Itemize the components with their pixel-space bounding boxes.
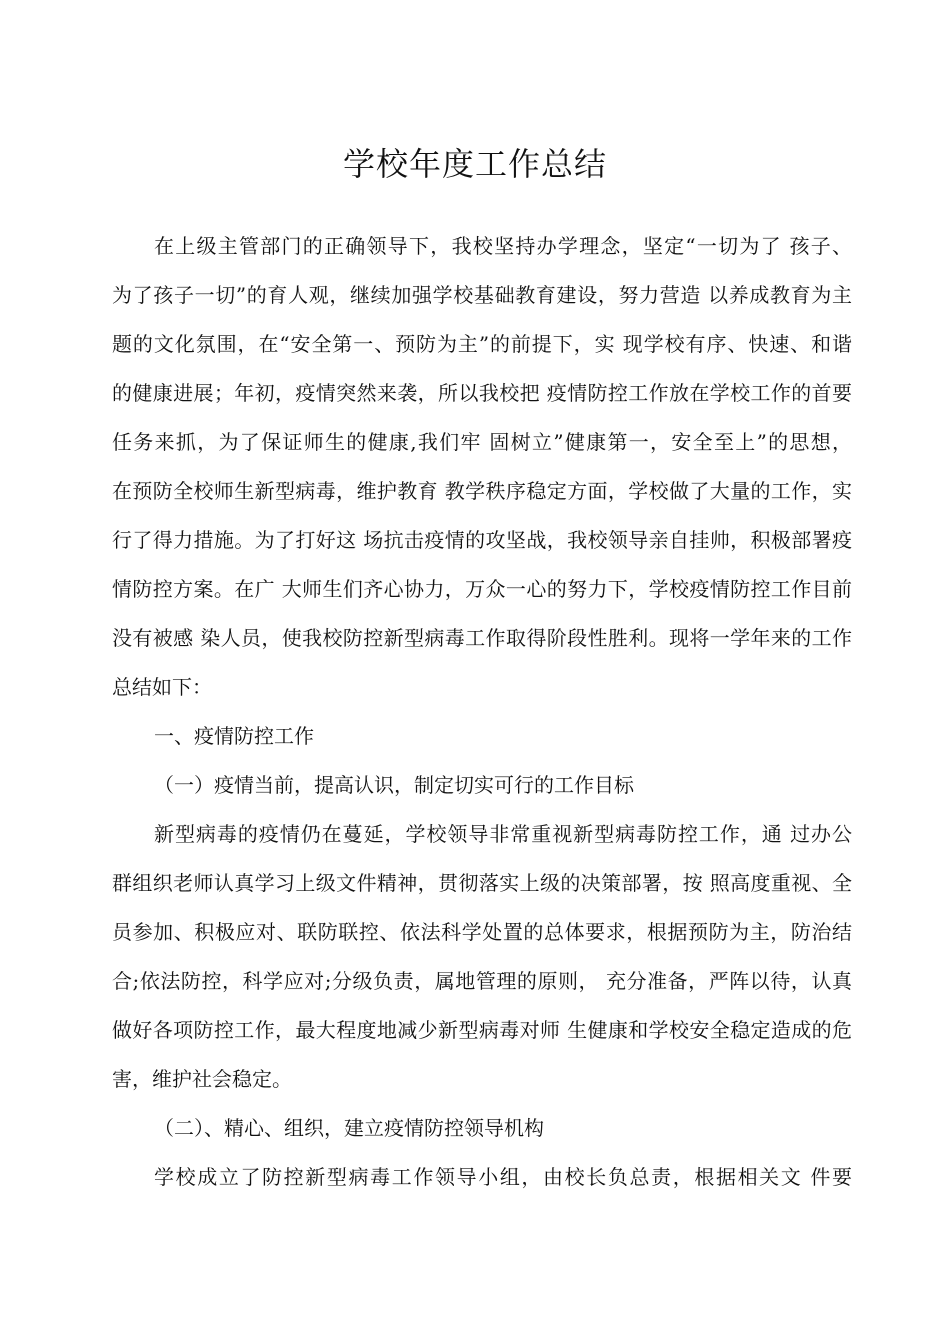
paragraph-1-line: 行了得力措施。为了打好这 场抗击疫情的攻坚战，我校领导亲自挂帅，积极部署疫 [112,528,852,552]
paragraph-1-line: 在预防全校师生新型病毒，维护教育 教学秩序稳定方面，学校做了大量的工作，实 [112,479,852,503]
paragraph-1-line: 题的文化氛围，在“安全第一、预防为主”的前提下，实 现学校有序、快速、和谐 [112,332,852,356]
paragraph-1-line: 在上级主管部门的正确领导下，我校坚持办学理念，坚定“一切为了 孩子、 [154,234,852,258]
paragraph-2-line: 员参加、积极应对、联防联控、依法科学处置的总体要求，根据预防为主，防治结 [112,920,852,944]
document-title: 学校年度工作总结 [342,145,607,183]
paragraph-2-line: 新型病毒的疫情仍在蔓延，学校领导非常重视新型病毒防控工作，通 过办公 [154,822,852,846]
subsection-heading: （二）、精心、组织，建立疫情防控领导机构 [154,1116,544,1140]
paragraph-2-line: 合;依法防控，科学应对;分级负责，属地管理的原则， 充分准备，严阵以待，认真 [112,969,852,993]
paragraph-1-line: 总结如下： [112,675,212,699]
paragraph-1-line: 任务来抓，为了保证师生的健康,我们牢 固树立”健康第一，安全至上”的思想， [112,430,852,454]
paragraph-3-line: 学校成立了防控新型病毒工作领导小组，由校长负总责，根据相关文 件要 [154,1165,852,1189]
paragraph-2-line: 害，维护社会稳定。 [112,1067,292,1091]
paragraph-1-line: 情防控方案。在广 大师生们齐心协力，万众一心的努力下，学校疫情防控工作目前 [112,577,852,601]
paragraph-1-line: 没有被感 染人员，使我校防控新型病毒工作取得阶段性胜利。现将一学年来的工作 [112,626,852,650]
paragraph-2-line: 做好各项防控工作，最大程度地减少新型病毒对师 生健康和学校安全稳定造成的危 [112,1018,852,1042]
paragraph-2-line: 群组织老师认真学习上级文件精神，贯彻落实上级的决策部署，按 照高度重视、全 [112,871,852,895]
document-body [112,222,852,1202]
section-heading: 一、疫情防控工作 [154,724,314,748]
paragraph-1-line: 的健康进展；年初，疫情突然来袭，所以我校把 疫情防控工作放在学校工作的首要 [112,381,852,405]
subsection-heading: （一）疫情当前，提高认识，制定切实可行的工作目标 [154,773,634,797]
paragraph-1-line: 为了孩子一切”的育人观，继续加强学校基础教育建设，努力营造 以养成教育为主 [112,283,852,307]
